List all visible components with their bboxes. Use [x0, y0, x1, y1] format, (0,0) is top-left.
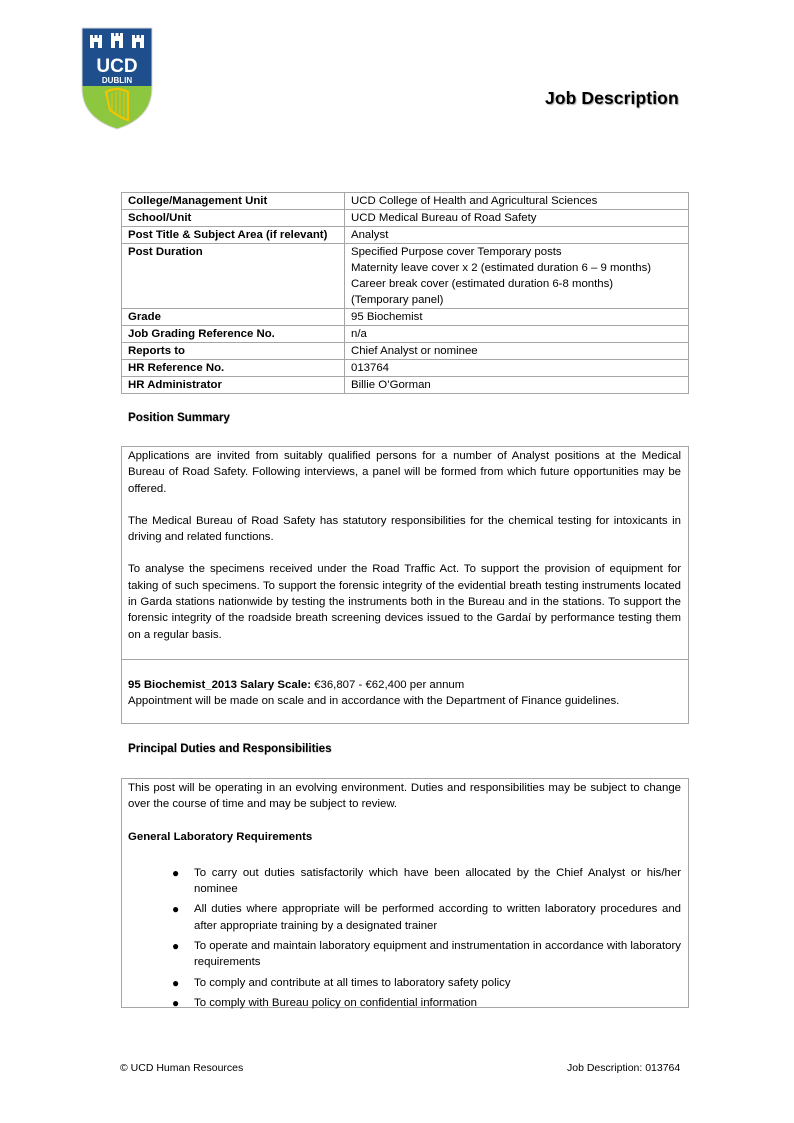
salary-value: €36,807 - €62,400 per annum — [311, 678, 465, 691]
salary-line — [128, 677, 681, 693]
table-row — [122, 210, 689, 227]
bullet-icon: ● — [172, 995, 180, 1010]
page-title: Job Description — [545, 88, 679, 108]
post-duration-line: Maternity leave cover x 2 (estimated duration 6 – 9 months) — [351, 262, 652, 274]
row-label: Post Duration — [122, 244, 345, 309]
list-item: ● To comply with Bureau policy on confidential information — [172, 995, 478, 1010]
row-label: Post Title & Subject Area (if relevant) — [122, 227, 345, 244]
footer-copyright: © UCD Human Resources — [120, 1062, 244, 1074]
salary-label: 95 Biochemist_2013 Salary Scale: — [128, 678, 311, 691]
row-label: College/Management Unit — [122, 193, 345, 210]
table-row — [122, 360, 689, 377]
salary-note: Appointment will be made on scale and in accordance with the Department of Finance guidelines. — [128, 695, 620, 708]
row-value — [345, 244, 689, 309]
summary-paragraph: Applications are invited from suitably qualified persons for a number of Analyst positions at the Medical Bureau of Road Safety. Following interviews, a panel will be formed from which future opportunities may be offered. — [128, 450, 681, 495]
list-item: ● To carry out duties satisfactorily which have been allocated by the Chief Analyst or his/her nominee — [172, 865, 681, 896]
table-row — [122, 227, 689, 244]
table-row — [122, 377, 689, 394]
row-value: Chief Analyst or nominee — [345, 343, 689, 360]
table-row — [122, 309, 689, 326]
post-duration-line: (Temporary panel) — [351, 294, 444, 306]
duties-intro: This post will be operating in an evolving environment. Duties and responsibilities may be subject to change over the course of time and may be subject to review. — [128, 782, 681, 811]
list-item: ● All duties where appropriate will be performed according to written laboratory procedures and after appropriate training by a designated trainer — [172, 902, 681, 932]
row-value: Billie O’Gorman — [345, 377, 689, 394]
job-info-table — [121, 192, 689, 394]
row-label: HR Reference No. — [122, 360, 345, 377]
duties-list — [128, 865, 681, 1011]
footer-reference: Job Description: 013764 — [567, 1062, 681, 1074]
row-label: Grade — [122, 309, 345, 326]
row-value: UCD College of Health and Agricultural Sciences — [345, 193, 689, 210]
logo-text-top: UCD — [96, 56, 138, 77]
row-label: Job Grading Reference No. — [122, 326, 345, 343]
table-row — [122, 326, 689, 343]
bullet-icon: ● — [172, 975, 180, 990]
row-value: 013764 — [345, 360, 689, 377]
row-label: Reports to — [122, 343, 345, 360]
list-item: ● To comply and contribute at all times to laboratory safety policy — [172, 975, 511, 990]
position-summary-box — [121, 446, 689, 724]
summary-paragraph: To analyse the specimens received under the Road Traffic Act. To support the provision of equipment for taking of such specimens. To support the forensic integrity of the evidential breath testing instruments located in Garda stations nationwide by testing the instruments both in the Bureau and in the stations. To support the forensic integrity of the roadside breath screening devices issued to the Gardaí by performance testing them on a regular basis. — [128, 563, 681, 641]
post-duration-line: Career break cover (estimated duration 6-8 months) — [351, 278, 614, 290]
duties-subheading: General Laboratory Requirements — [128, 830, 313, 843]
logo-text-bottom: DUBLIN — [101, 76, 133, 85]
row-label: School/Unit — [122, 210, 345, 227]
table-row — [122, 244, 689, 309]
row-value: n/a — [345, 326, 689, 343]
bullet-icon: ● — [172, 939, 180, 954]
position-summary-heading: Position Summary — [128, 411, 230, 424]
post-duration-line: Specified Purpose cover Temporary posts — [351, 246, 562, 258]
table-row — [122, 343, 689, 360]
row-value: UCD Medical Bureau of Road Safety — [345, 210, 689, 227]
bullet-icon: ● — [172, 865, 180, 880]
ucd-logo — [80, 26, 154, 130]
row-label: HR Administrator — [122, 377, 345, 394]
duties-box — [121, 778, 689, 1008]
table-row — [122, 193, 689, 210]
bullet-icon: ● — [172, 902, 180, 917]
row-value: 95 Biochemist — [345, 309, 689, 326]
summary-paragraph: The Medical Bureau of Road Safety has statutory responsibilities for the chemical testing for intoxicants in driving and related functions. — [128, 514, 681, 544]
list-item: ● To operate and maintain laboratory equipment and instrumentation in accordance with laboratory requirements — [172, 939, 681, 969]
duties-heading: Principal Duties and Responsibilities — [128, 742, 332, 755]
row-value: Analyst — [345, 227, 689, 244]
